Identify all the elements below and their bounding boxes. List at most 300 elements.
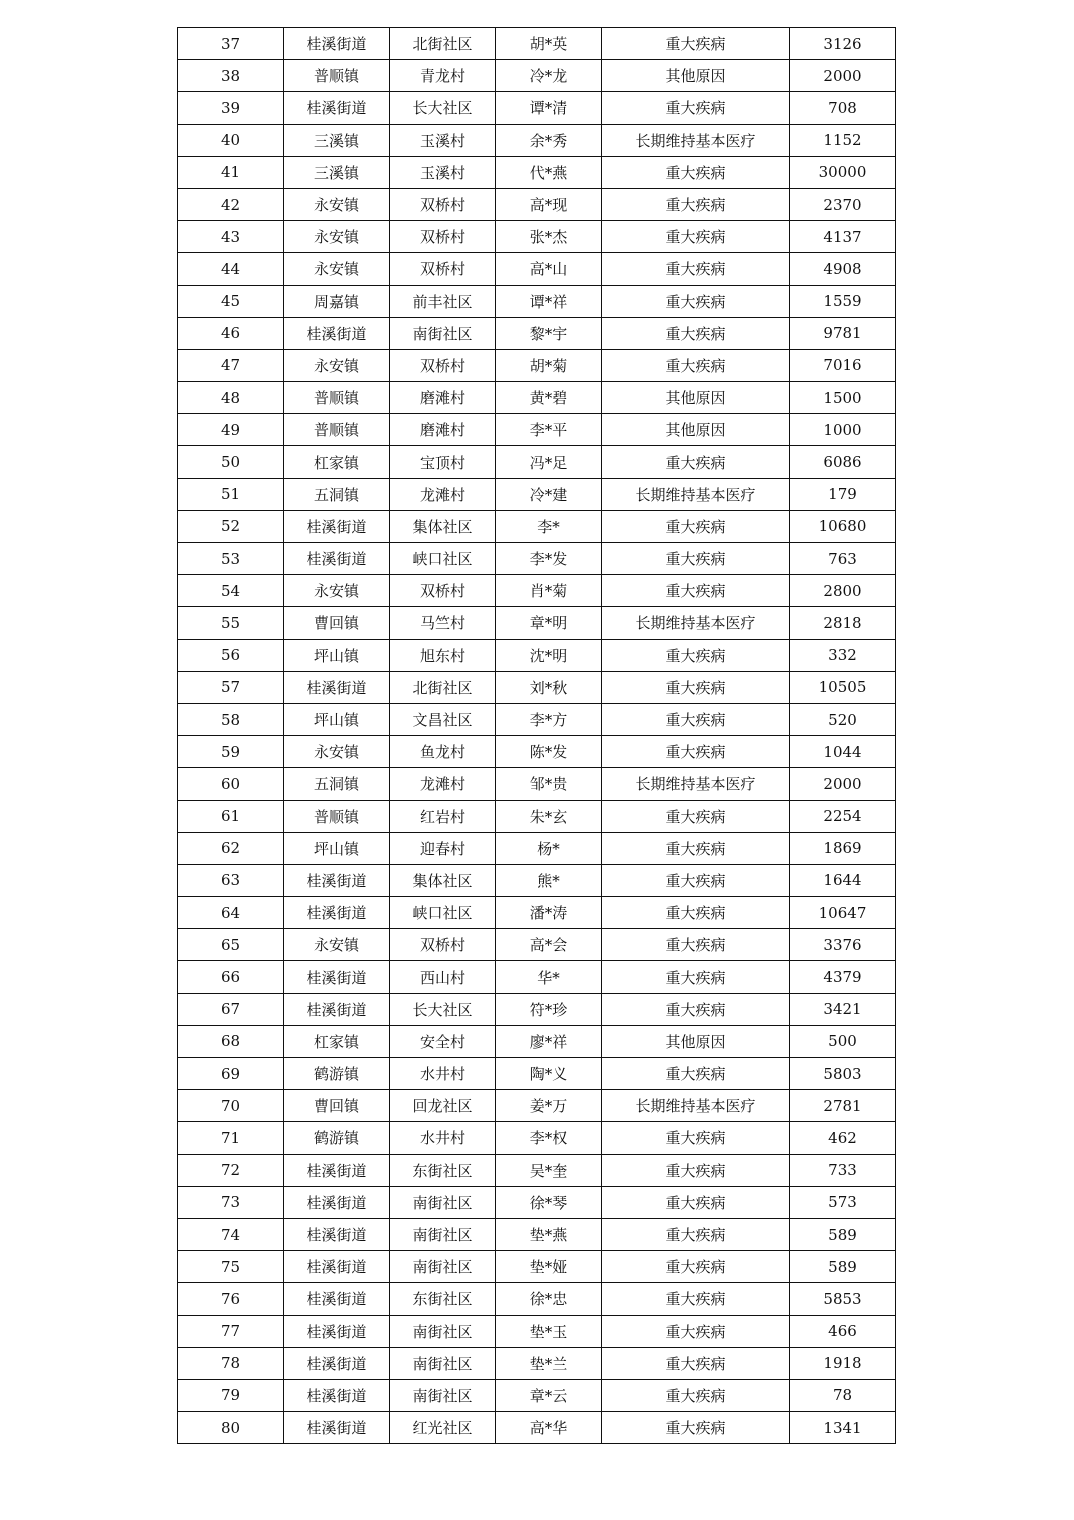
table-row: [178, 768, 896, 800]
amount-cell: 1500: [790, 382, 896, 414]
reason-cell: 重大疾病: [602, 253, 790, 285]
table-row: [178, 124, 896, 156]
amount-cell: 2000: [790, 768, 896, 800]
town-cell: 坪山镇: [284, 832, 390, 864]
name-cell: 李*权: [496, 1122, 602, 1154]
amount-cell: 5803: [790, 1058, 896, 1090]
amount-cell: 1559: [790, 285, 896, 317]
village-cell: 南街社区: [390, 1347, 496, 1379]
town-cell: 鹤游镇: [284, 1122, 390, 1154]
reason-cell: 重大疾病: [602, 1122, 790, 1154]
amount-cell: 589: [790, 1251, 896, 1283]
town-cell: 桂溪街道: [284, 543, 390, 575]
name-cell: 张*杰: [496, 221, 602, 253]
row-number-cell: 70: [178, 1090, 284, 1122]
amount-cell: 708: [790, 92, 896, 124]
reason-cell: 重大疾病: [602, 575, 790, 607]
name-cell: 谭*清: [496, 92, 602, 124]
row-number-cell: 55: [178, 607, 284, 639]
table-row: [178, 510, 896, 542]
village-cell: 迎春村: [390, 832, 496, 864]
amount-cell: 573: [790, 1186, 896, 1218]
town-cell: 三溪镇: [284, 156, 390, 188]
row-number-cell: 61: [178, 800, 284, 832]
row-number-cell: 64: [178, 897, 284, 929]
name-cell: 黄*碧: [496, 382, 602, 414]
row-number-cell: 49: [178, 414, 284, 446]
amount-cell: 10680: [790, 510, 896, 542]
assistance-table: [177, 27, 896, 1444]
name-cell: 谭*祥: [496, 285, 602, 317]
row-number-cell: 57: [178, 671, 284, 703]
reason-cell: 长期维持基本医疗: [602, 768, 790, 800]
village-cell: 水井村: [390, 1122, 496, 1154]
name-cell: 邹*贵: [496, 768, 602, 800]
table-row: [178, 703, 896, 735]
town-cell: 桂溪街道: [284, 1347, 390, 1379]
name-cell: 垫*燕: [496, 1218, 602, 1250]
village-cell: 双桥村: [390, 575, 496, 607]
amount-cell: 1044: [790, 736, 896, 768]
row-number-cell: 67: [178, 993, 284, 1025]
amount-cell: 6086: [790, 446, 896, 478]
amount-cell: 2781: [790, 1090, 896, 1122]
row-number-cell: 78: [178, 1347, 284, 1379]
town-cell: 五洞镇: [284, 768, 390, 800]
name-cell: 陈*发: [496, 736, 602, 768]
town-cell: 坪山镇: [284, 703, 390, 735]
row-number-cell: 39: [178, 92, 284, 124]
amount-cell: 733: [790, 1154, 896, 1186]
row-number-cell: 69: [178, 1058, 284, 1090]
town-cell: 普顺镇: [284, 382, 390, 414]
reason-cell: 其他原因: [602, 382, 790, 414]
name-cell: 高*现: [496, 188, 602, 220]
village-cell: 马竺村: [390, 607, 496, 639]
town-cell: 桂溪街道: [284, 92, 390, 124]
amount-cell: 2254: [790, 800, 896, 832]
amount-cell: 1918: [790, 1347, 896, 1379]
reason-cell: 重大疾病: [602, 1218, 790, 1250]
name-cell: 高*华: [496, 1412, 602, 1444]
name-cell: 冷*建: [496, 478, 602, 510]
table-row: [178, 188, 896, 220]
table-row: [178, 446, 896, 478]
amount-cell: 3376: [790, 929, 896, 961]
row-number-cell: 72: [178, 1154, 284, 1186]
row-number-cell: 68: [178, 1025, 284, 1057]
reason-cell: 其他原因: [602, 1025, 790, 1057]
village-cell: 玉溪村: [390, 124, 496, 156]
village-cell: 安全村: [390, 1025, 496, 1057]
name-cell: 李*发: [496, 543, 602, 575]
name-cell: 冷*龙: [496, 60, 602, 92]
town-cell: 桂溪街道: [284, 1218, 390, 1250]
table-row: [178, 1379, 896, 1411]
reason-cell: 重大疾病: [602, 543, 790, 575]
reason-cell: 重大疾病: [602, 864, 790, 896]
village-cell: 南街社区: [390, 1218, 496, 1250]
table-row: [178, 1218, 896, 1250]
row-number-cell: 80: [178, 1412, 284, 1444]
reason-cell: 重大疾病: [602, 156, 790, 188]
town-cell: 桂溪街道: [284, 1412, 390, 1444]
amount-cell: 4137: [790, 221, 896, 253]
name-cell: 黎*宇: [496, 317, 602, 349]
reason-cell: 重大疾病: [602, 28, 790, 60]
village-cell: 南街社区: [390, 1379, 496, 1411]
name-cell: 熊*: [496, 864, 602, 896]
town-cell: 桂溪街道: [284, 1283, 390, 1315]
row-number-cell: 79: [178, 1379, 284, 1411]
village-cell: 集体社区: [390, 510, 496, 542]
name-cell: 余*秀: [496, 124, 602, 156]
amount-cell: 5853: [790, 1283, 896, 1315]
town-cell: 桂溪街道: [284, 961, 390, 993]
row-number-cell: 66: [178, 961, 284, 993]
amount-cell: 78: [790, 1379, 896, 1411]
reason-cell: 重大疾病: [602, 1283, 790, 1315]
table-row: [178, 543, 896, 575]
table-row: [178, 317, 896, 349]
amount-cell: 1644: [790, 864, 896, 896]
town-cell: 鹤游镇: [284, 1058, 390, 1090]
row-number-cell: 63: [178, 864, 284, 896]
row-number-cell: 51: [178, 478, 284, 510]
row-number-cell: 48: [178, 382, 284, 414]
table-row: [178, 961, 896, 993]
table-row: [178, 156, 896, 188]
table-row: [178, 1025, 896, 1057]
row-number-cell: 38: [178, 60, 284, 92]
amount-cell: 2000: [790, 60, 896, 92]
reason-cell: 重大疾病: [602, 349, 790, 381]
name-cell: 李*方: [496, 703, 602, 735]
name-cell: 垫*玉: [496, 1315, 602, 1347]
reason-cell: 重大疾病: [602, 285, 790, 317]
row-number-cell: 46: [178, 317, 284, 349]
village-cell: 青龙村: [390, 60, 496, 92]
row-number-cell: 50: [178, 446, 284, 478]
town-cell: 杠家镇: [284, 1025, 390, 1057]
reason-cell: 重大疾病: [602, 671, 790, 703]
amount-cell: 1152: [790, 124, 896, 156]
reason-cell: 重大疾病: [602, 1251, 790, 1283]
row-number-cell: 43: [178, 221, 284, 253]
reason-cell: 重大疾病: [602, 929, 790, 961]
amount-cell: 4379: [790, 961, 896, 993]
village-cell: 南街社区: [390, 317, 496, 349]
village-cell: 水井村: [390, 1058, 496, 1090]
reason-cell: 重大疾病: [602, 1186, 790, 1218]
town-cell: 杠家镇: [284, 446, 390, 478]
town-cell: 永安镇: [284, 221, 390, 253]
amount-cell: 589: [790, 1218, 896, 1250]
amount-cell: 466: [790, 1315, 896, 1347]
name-cell: 徐*琴: [496, 1186, 602, 1218]
town-cell: 坪山镇: [284, 639, 390, 671]
table-row: [178, 1412, 896, 1444]
town-cell: 永安镇: [284, 188, 390, 220]
town-cell: 三溪镇: [284, 124, 390, 156]
amount-cell: 9781: [790, 317, 896, 349]
reason-cell: 重大疾病: [602, 221, 790, 253]
town-cell: 普顺镇: [284, 414, 390, 446]
village-cell: 峡口社区: [390, 897, 496, 929]
town-cell: 桂溪街道: [284, 1154, 390, 1186]
village-cell: 北街社区: [390, 28, 496, 60]
village-cell: 双桥村: [390, 349, 496, 381]
reason-cell: 重大疾病: [602, 446, 790, 478]
reason-cell: 重大疾病: [602, 703, 790, 735]
village-cell: 龙滩村: [390, 768, 496, 800]
row-number-cell: 62: [178, 832, 284, 864]
row-number-cell: 60: [178, 768, 284, 800]
table-row: [178, 382, 896, 414]
reason-cell: 重大疾病: [602, 832, 790, 864]
amount-cell: 520: [790, 703, 896, 735]
row-number-cell: 53: [178, 543, 284, 575]
table-row: [178, 832, 896, 864]
name-cell: 代*燕: [496, 156, 602, 188]
reason-cell: 重大疾病: [602, 510, 790, 542]
name-cell: 章*云: [496, 1379, 602, 1411]
table-row: [178, 478, 896, 510]
row-number-cell: 54: [178, 575, 284, 607]
name-cell: 章*明: [496, 607, 602, 639]
reason-cell: 长期维持基本医疗: [602, 1090, 790, 1122]
village-cell: 东街社区: [390, 1283, 496, 1315]
table-row: [178, 1058, 896, 1090]
village-cell: 南街社区: [390, 1315, 496, 1347]
village-cell: 双桥村: [390, 253, 496, 285]
amount-cell: 332: [790, 639, 896, 671]
village-cell: 集体社区: [390, 864, 496, 896]
table-row: [178, 864, 896, 896]
name-cell: 符*珍: [496, 993, 602, 1025]
row-number-cell: 45: [178, 285, 284, 317]
village-cell: 旭东村: [390, 639, 496, 671]
amount-cell: 763: [790, 543, 896, 575]
table-row: [178, 1186, 896, 1218]
village-cell: 宝顶村: [390, 446, 496, 478]
row-number-cell: 73: [178, 1186, 284, 1218]
reason-cell: 重大疾病: [602, 1347, 790, 1379]
reason-cell: 重大疾病: [602, 317, 790, 349]
amount-cell: 179: [790, 478, 896, 510]
town-cell: 桂溪街道: [284, 897, 390, 929]
name-cell: 高*山: [496, 253, 602, 285]
row-number-cell: 71: [178, 1122, 284, 1154]
amount-cell: 1869: [790, 832, 896, 864]
amount-cell: 3421: [790, 993, 896, 1025]
reason-cell: 重大疾病: [602, 736, 790, 768]
village-cell: 鱼龙村: [390, 736, 496, 768]
village-cell: 磨滩村: [390, 382, 496, 414]
name-cell: 陶*义: [496, 1058, 602, 1090]
row-number-cell: 41: [178, 156, 284, 188]
village-cell: 红岩村: [390, 800, 496, 832]
amount-cell: 2818: [790, 607, 896, 639]
amount-cell: 10505: [790, 671, 896, 703]
table-row: [178, 736, 896, 768]
table-row: [178, 671, 896, 703]
reason-cell: 重大疾病: [602, 993, 790, 1025]
table-row: [178, 1251, 896, 1283]
table-row: [178, 639, 896, 671]
amount-cell: 30000: [790, 156, 896, 188]
village-cell: 回龙社区: [390, 1090, 496, 1122]
table-row: [178, 897, 896, 929]
table-row: [178, 1154, 896, 1186]
table-body: [178, 28, 896, 1444]
town-cell: 桂溪街道: [284, 1315, 390, 1347]
town-cell: 桂溪街道: [284, 28, 390, 60]
amount-cell: 3126: [790, 28, 896, 60]
table-row: [178, 607, 896, 639]
table-row: [178, 414, 896, 446]
village-cell: 龙滩村: [390, 478, 496, 510]
village-cell: 东街社区: [390, 1154, 496, 1186]
reason-cell: 重大疾病: [602, 188, 790, 220]
name-cell: 徐*忠: [496, 1283, 602, 1315]
row-number-cell: 40: [178, 124, 284, 156]
town-cell: 桂溪街道: [284, 671, 390, 703]
name-cell: 李*平: [496, 414, 602, 446]
row-number-cell: 47: [178, 349, 284, 381]
table-row: [178, 221, 896, 253]
town-cell: 普顺镇: [284, 800, 390, 832]
reason-cell: 长期维持基本医疗: [602, 607, 790, 639]
reason-cell: 重大疾病: [602, 92, 790, 124]
town-cell: 桂溪街道: [284, 317, 390, 349]
row-number-cell: 77: [178, 1315, 284, 1347]
table-row: [178, 28, 896, 60]
town-cell: 永安镇: [284, 929, 390, 961]
town-cell: 永安镇: [284, 736, 390, 768]
town-cell: 桂溪街道: [284, 510, 390, 542]
row-number-cell: 76: [178, 1283, 284, 1315]
name-cell: 高*会: [496, 929, 602, 961]
name-cell: 姜*万: [496, 1090, 602, 1122]
village-cell: 文昌社区: [390, 703, 496, 735]
table-row: [178, 800, 896, 832]
reason-cell: 重大疾病: [602, 1058, 790, 1090]
village-cell: 双桥村: [390, 188, 496, 220]
town-cell: 普顺镇: [284, 60, 390, 92]
amount-cell: 10647: [790, 897, 896, 929]
table-row: [178, 575, 896, 607]
table-row: [178, 92, 896, 124]
row-number-cell: 58: [178, 703, 284, 735]
village-cell: 北街社区: [390, 671, 496, 703]
name-cell: 华*: [496, 961, 602, 993]
town-cell: 永安镇: [284, 349, 390, 381]
name-cell: 廖*祥: [496, 1025, 602, 1057]
amount-cell: 462: [790, 1122, 896, 1154]
row-number-cell: 42: [178, 188, 284, 220]
village-cell: 玉溪村: [390, 156, 496, 188]
amount-cell: 2370: [790, 188, 896, 220]
table-row: [178, 1090, 896, 1122]
row-number-cell: 74: [178, 1218, 284, 1250]
reason-cell: 重大疾病: [602, 639, 790, 671]
amount-cell: 1341: [790, 1412, 896, 1444]
table-row: [178, 1347, 896, 1379]
village-cell: 磨滩村: [390, 414, 496, 446]
village-cell: 峡口社区: [390, 543, 496, 575]
reason-cell: 长期维持基本医疗: [602, 124, 790, 156]
reason-cell: 其他原因: [602, 60, 790, 92]
row-number-cell: 44: [178, 253, 284, 285]
row-number-cell: 37: [178, 28, 284, 60]
name-cell: 垫*娅: [496, 1251, 602, 1283]
town-cell: 五洞镇: [284, 478, 390, 510]
reason-cell: 重大疾病: [602, 961, 790, 993]
village-cell: 长大社区: [390, 993, 496, 1025]
name-cell: 李*: [496, 510, 602, 542]
amount-cell: 500: [790, 1025, 896, 1057]
table-row: [178, 253, 896, 285]
reason-cell: 重大疾病: [602, 1412, 790, 1444]
name-cell: 肖*菊: [496, 575, 602, 607]
table-row: [178, 1283, 896, 1315]
row-number-cell: 56: [178, 639, 284, 671]
amount-cell: 7016: [790, 349, 896, 381]
village-cell: 前丰社区: [390, 285, 496, 317]
village-cell: 南街社区: [390, 1251, 496, 1283]
reason-cell: 其他原因: [602, 414, 790, 446]
name-cell: 沈*明: [496, 639, 602, 671]
town-cell: 桂溪街道: [284, 1186, 390, 1218]
name-cell: 刘*秋: [496, 671, 602, 703]
table-row: [178, 285, 896, 317]
row-number-cell: 75: [178, 1251, 284, 1283]
village-cell: 红光社区: [390, 1412, 496, 1444]
amount-cell: 2800: [790, 575, 896, 607]
name-cell: 胡*菊: [496, 349, 602, 381]
village-cell: 西山村: [390, 961, 496, 993]
name-cell: 朱*玄: [496, 800, 602, 832]
name-cell: 潘*涛: [496, 897, 602, 929]
amount-cell: 4908: [790, 253, 896, 285]
reason-cell: 重大疾病: [602, 1315, 790, 1347]
name-cell: 吴*奎: [496, 1154, 602, 1186]
name-cell: 杨*: [496, 832, 602, 864]
reason-cell: 重大疾病: [602, 800, 790, 832]
town-cell: 曹回镇: [284, 1090, 390, 1122]
table-row: [178, 349, 896, 381]
village-cell: 双桥村: [390, 221, 496, 253]
village-cell: 长大社区: [390, 92, 496, 124]
reason-cell: 长期维持基本医疗: [602, 478, 790, 510]
name-cell: 垫*兰: [496, 1347, 602, 1379]
town-cell: 桂溪街道: [284, 1379, 390, 1411]
table-row: [178, 929, 896, 961]
reason-cell: 重大疾病: [602, 897, 790, 929]
table-row: [178, 1315, 896, 1347]
village-cell: 双桥村: [390, 929, 496, 961]
town-cell: 周嘉镇: [284, 285, 390, 317]
amount-cell: 1000: [790, 414, 896, 446]
town-cell: 桂溪街道: [284, 864, 390, 896]
row-number-cell: 65: [178, 929, 284, 961]
town-cell: 永安镇: [284, 253, 390, 285]
town-cell: 桂溪街道: [284, 993, 390, 1025]
reason-cell: 重大疾病: [602, 1154, 790, 1186]
town-cell: 桂溪街道: [284, 1251, 390, 1283]
name-cell: 胡*英: [496, 28, 602, 60]
